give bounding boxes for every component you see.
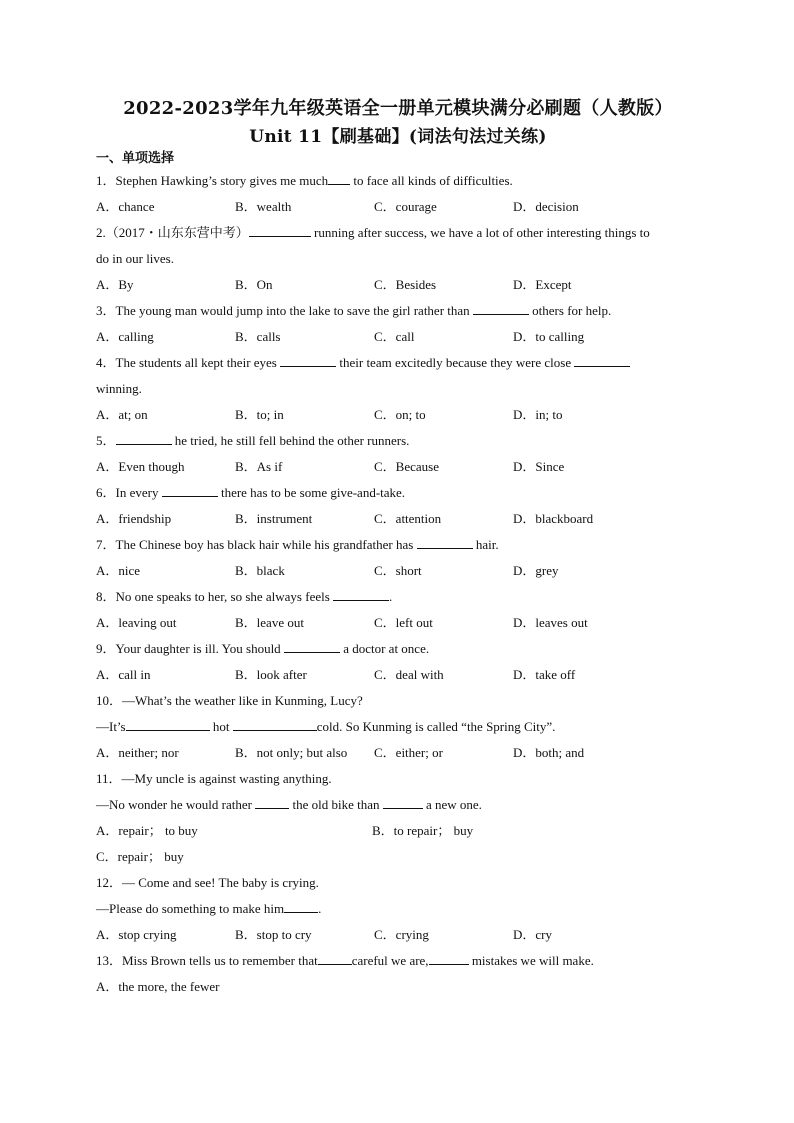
answer-option[interactable]: B．stop to cry <box>235 927 312 942</box>
options-row <box>96 744 700 762</box>
answer-blank <box>126 718 210 731</box>
question-stem <box>96 302 700 320</box>
question-text: 11．—My uncle is against wasting anything. <box>96 771 332 786</box>
answer-option[interactable]: C．courage <box>374 199 437 214</box>
question-text: 1．Stephen Hawking’s story gives me much <box>96 173 329 188</box>
answer-option[interactable]: A．call in <box>96 667 151 682</box>
question-text: 9．Your daughter is ill. You should <box>96 641 284 656</box>
answer-option[interactable]: A．leaving out <box>96 615 177 630</box>
options-row <box>96 406 700 424</box>
question-item <box>96 640 700 684</box>
answer-option[interactable]: B．leave out <box>235 615 304 630</box>
question-stem-continued <box>96 250 700 268</box>
answer-option[interactable]: C．short <box>374 563 422 578</box>
answer-option[interactable]: D．both; and <box>513 745 585 760</box>
answer-blank <box>473 302 529 315</box>
options-row <box>96 978 700 996</box>
question-text: their team excitedly because they were close <box>336 355 575 370</box>
question-stem <box>96 770 700 788</box>
answer-option[interactable]: D．decision <box>513 199 579 214</box>
answer-option[interactable]: A．Even though <box>96 459 185 474</box>
answer-blank <box>280 354 336 367</box>
answer-option[interactable]: C．either; or <box>374 745 443 760</box>
question-text: a doctor at once. <box>339 641 430 656</box>
question-text: to face all kinds of difficulties. <box>350 173 513 188</box>
question-stem-continued <box>96 900 700 918</box>
answer-option[interactable]: C．call <box>374 329 415 344</box>
answer-option[interactable]: B．As if <box>235 459 283 474</box>
question-item <box>96 224 700 294</box>
answer-option[interactable]: D．in; to <box>513 407 563 422</box>
answer-option[interactable]: A．nice <box>96 563 141 578</box>
question-text: 8．No one speaks to her, so she always feels <box>96 589 334 604</box>
answer-blank <box>574 354 630 367</box>
document-subtitle: Unit 11【刷基础】(词法句法过关练) <box>249 127 547 147</box>
answer-blank <box>318 952 352 965</box>
answer-option[interactable]: D．leaves out <box>513 615 588 630</box>
question-list <box>96 164 700 996</box>
question-item <box>96 952 700 996</box>
answer-option[interactable]: B．black <box>235 563 285 578</box>
question-text: do in our lives. <box>96 251 174 266</box>
answer-blank <box>116 432 172 445</box>
answer-option[interactable]: A．the more, the fewer <box>96 979 220 994</box>
question-stem-continued <box>96 718 700 736</box>
question-stem <box>96 484 700 502</box>
answer-option[interactable]: A．calling <box>96 329 154 344</box>
options-row <box>96 666 700 684</box>
question-text: . <box>318 901 322 916</box>
answer-option[interactable]: A．By <box>96 277 134 292</box>
question-stem <box>96 432 700 450</box>
answer-option[interactable]: A．neither; nor <box>96 745 179 760</box>
answer-option[interactable]: B．to repair； buy <box>372 823 474 838</box>
question-item <box>96 302 700 346</box>
question-item <box>96 172 700 216</box>
question-text: 4．The students all kept their eyes <box>96 355 281 370</box>
answer-option[interactable]: C．Besides <box>374 277 437 292</box>
question-text: 2.（2017・山东东营中考） <box>96 225 249 240</box>
question-stem <box>96 224 700 242</box>
question-item <box>96 536 700 580</box>
answer-option[interactable]: A．stop crying <box>96 927 177 942</box>
question-text: winning. <box>96 381 142 396</box>
answer-option[interactable]: D．grey <box>513 563 559 578</box>
question-text: there has to be some give-and-take. <box>217 485 406 500</box>
question-text: he tried, he still fell behind the other runners. <box>171 433 410 448</box>
question-text: —It’s <box>96 719 126 734</box>
answer-option[interactable]: D．blackboard <box>513 511 594 526</box>
answer-blank <box>233 718 317 731</box>
answer-option[interactable]: A．friendship <box>96 511 172 526</box>
answer-option[interactable]: B．not only; but also <box>235 745 348 760</box>
answer-blank <box>328 172 350 185</box>
question-text: running after success, we have a lot of other interesting things to <box>310 225 650 240</box>
question-item <box>96 770 700 866</box>
question-stem-continued <box>96 796 700 814</box>
answer-option[interactable]: C．Because <box>374 459 439 474</box>
answer-option[interactable]: C．repair； buy <box>96 849 184 864</box>
options-row <box>96 822 700 840</box>
options-row <box>96 614 700 632</box>
question-text: 13．Miss Brown tells us to remember that <box>96 953 318 968</box>
question-stem <box>96 874 700 892</box>
question-stem <box>96 354 700 372</box>
question-text: 3．The young man would jump into the lake to save the girl rather than <box>96 303 473 318</box>
answer-blank <box>417 536 473 549</box>
question-stem <box>96 172 700 190</box>
question-item <box>96 432 700 476</box>
answer-option[interactable]: D．to calling <box>513 329 585 344</box>
answer-option[interactable]: A．at; on <box>96 407 148 422</box>
question-text: . <box>389 589 393 604</box>
answer-option[interactable]: C．attention <box>374 511 442 526</box>
options-row <box>96 328 700 346</box>
question-stem <box>96 588 700 606</box>
section-heading: 一、单项选择 <box>96 151 175 166</box>
document-title: 2022-2023学年九年级英语全一册单元模块满分必刷题（人教版） <box>123 98 673 119</box>
answer-option[interactable]: B．wealth <box>235 199 292 214</box>
question-text: cold. So Kunming is called “the Spring City”. <box>316 719 556 734</box>
question-text: the old bike than <box>289 797 383 812</box>
answer-option[interactable]: B．On <box>235 277 273 292</box>
options-row <box>96 926 700 944</box>
answer-option[interactable]: B．calls <box>235 329 281 344</box>
question-text: 6．In every <box>96 485 162 500</box>
question-text: hair. <box>472 537 499 552</box>
answer-blank <box>429 952 469 965</box>
answer-option[interactable]: A．chance <box>96 199 155 214</box>
question-stem-continued <box>96 380 700 398</box>
question-item <box>96 484 700 528</box>
answer-option[interactable]: D．take off <box>513 667 576 682</box>
answer-option[interactable]: B．look after <box>235 667 307 682</box>
answer-option[interactable]: D．cry <box>513 927 552 942</box>
answer-option[interactable]: B．to; in <box>235 407 284 422</box>
question-item <box>96 588 700 632</box>
question-text: mistakes we will make. <box>468 953 594 968</box>
answer-option[interactable]: C．left out <box>374 615 433 630</box>
question-stem <box>96 640 700 658</box>
options-row <box>96 510 700 528</box>
question-item <box>96 354 700 424</box>
question-text: careful we are, <box>351 953 429 968</box>
options-row <box>96 848 700 866</box>
answer-option[interactable]: D．Except <box>513 277 572 292</box>
question-text: hot <box>209 719 233 734</box>
answer-blank <box>249 224 311 237</box>
answer-option[interactable]: C．on; to <box>374 407 426 422</box>
question-text: a new one. <box>422 797 482 812</box>
answer-blank <box>255 796 289 809</box>
question-text: —Please do something to make him <box>96 901 285 916</box>
question-stem <box>96 952 700 970</box>
answer-blank <box>284 640 340 653</box>
options-row <box>96 276 700 294</box>
question-text: 10．—What’s the weather like in Kunming, Lucy? <box>96 693 363 708</box>
options-row <box>96 198 700 216</box>
answer-option[interactable]: C．deal with <box>374 667 444 682</box>
answer-option[interactable]: D．Since <box>513 459 565 474</box>
question-stem <box>96 692 700 710</box>
question-text: others for help. <box>528 303 612 318</box>
question-stem <box>96 536 700 554</box>
options-row <box>96 562 700 580</box>
answer-blank <box>284 900 318 913</box>
question-item <box>96 874 700 944</box>
question-text: —No wonder he would rather <box>96 797 256 812</box>
question-text: 5． <box>96 433 116 448</box>
answer-option[interactable]: B．instrument <box>235 511 313 526</box>
answer-blank <box>162 484 218 497</box>
answer-option[interactable]: A．repair； to buy <box>96 823 198 838</box>
question-item <box>96 692 700 762</box>
answer-blank <box>383 796 423 809</box>
options-row <box>96 458 700 476</box>
question-text: 12．— Come and see! The baby is crying. <box>96 875 319 890</box>
answer-blank <box>333 588 389 601</box>
question-text: 7．The Chinese boy has black hair while his grandfather has <box>96 537 417 552</box>
answer-option[interactable]: C．crying <box>374 927 429 942</box>
